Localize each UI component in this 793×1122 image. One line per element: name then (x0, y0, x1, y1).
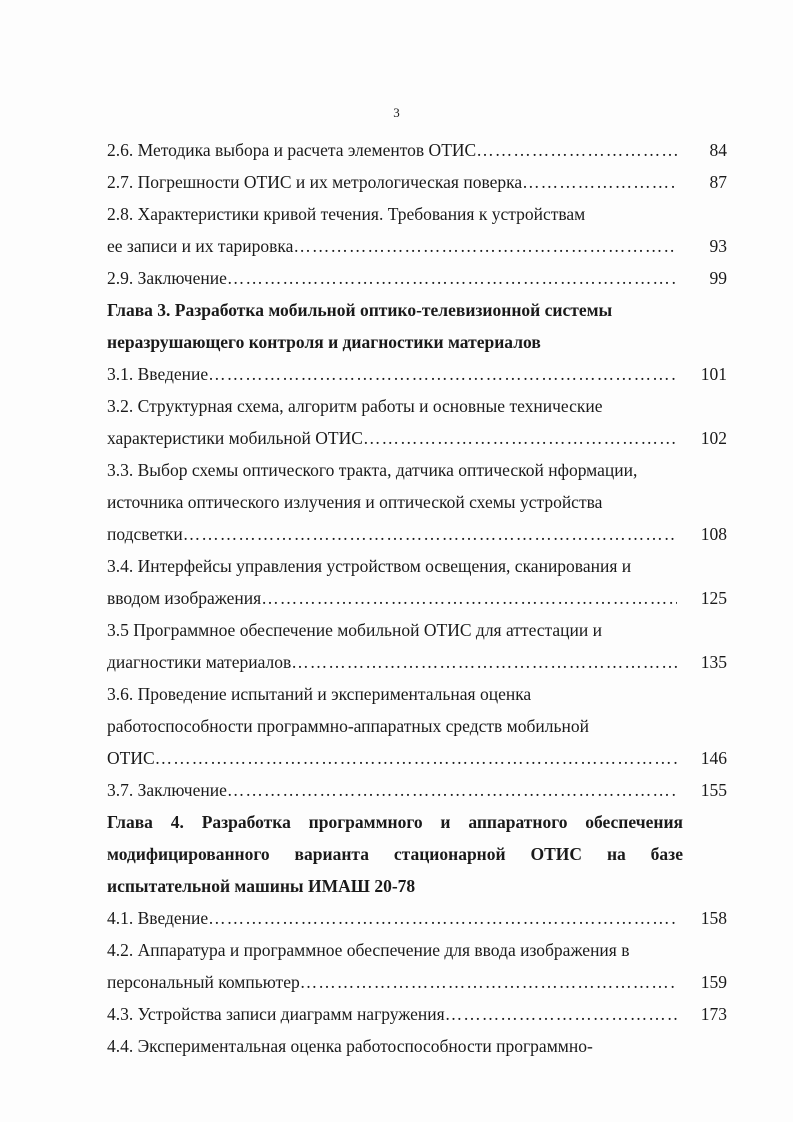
toc-entry-title: ОТИС (107, 748, 155, 768)
toc-entry-title: 3.1. Введение (107, 364, 209, 384)
toc-entry-2-9 (107, 262, 727, 294)
toc-entry-3-4-line-1: 3.4. Интерфейсы управления устройством освещения, сканирования и (107, 556, 632, 576)
toc-entry-title: диагностики материалов (107, 652, 292, 672)
toc-entry-4-2-line-1: 4.2. Аппаратура и программное обеспечение для ввода изображения в (107, 940, 630, 960)
toc-entry-title: характеристики мобильной ОТИС (107, 428, 363, 448)
toc-entry-3-2 (107, 422, 727, 454)
toc-entry-3-6 (107, 742, 727, 774)
toc-entry-title: 2.9. Заключение (107, 268, 227, 288)
leader-dots (476, 134, 677, 166)
chapter-3-heading-line-1: Глава 3. Разработка мобильной оптико-телевизионной системы (107, 300, 613, 320)
leader-dots (445, 998, 677, 1030)
toc-page-number: 108 (700, 524, 727, 544)
chapter-3-heading-line-2: неразрушающего контроля и диагностики материалов (107, 332, 541, 352)
toc-page-number: 102 (700, 428, 727, 448)
toc-entry-title: ее записи и их тарировка (107, 236, 294, 256)
toc-entry-3-1 (107, 358, 727, 390)
leader-dots (183, 518, 677, 550)
toc-entry-2-8-line-1: 2.8. Характеристики кривой течения. Требования к устройствам (107, 204, 586, 224)
chapter-4-heading-line-2: модифицированного варианта стационарной ОТИС на базе (107, 844, 683, 864)
toc-entry-4-3 (107, 998, 727, 1030)
leader-dots (291, 646, 677, 678)
toc-entry-3-2-line-1: 3.2. Структурная схема, алгоритм работы и основные технические (107, 396, 603, 416)
leader-dots (208, 902, 677, 934)
toc-entry-3-4 (107, 582, 727, 614)
toc-entry-3-7 (107, 774, 727, 806)
toc-entry-4-2 (107, 966, 727, 998)
toc-entry-4-4-line-1: 4.4. Экспериментальная оценка работоспособности программно- (107, 1036, 593, 1056)
leader-dots (227, 774, 677, 806)
toc-page-number: 93 (709, 236, 727, 256)
toc-page-number: 158 (700, 908, 727, 928)
toc-page-number: 84 (709, 140, 727, 160)
toc-entry-title: 2.7. Погрешности ОТИС и их метрологическая поверка (107, 172, 523, 192)
toc-entry-title: 4.1. Введение (107, 908, 209, 928)
toc-entry-4-1 (107, 902, 727, 934)
chapter-4-heading-line-1: Глава 4. Разработка программного и аппаратного обеспечения (107, 812, 683, 832)
toc-entry-2-8 (107, 230, 727, 262)
leader-dots (522, 166, 677, 198)
toc-page-number: 173 (700, 1004, 727, 1024)
table-of-contents (107, 134, 727, 1062)
toc-page-number: 146 (700, 748, 727, 768)
page-number: 3 (393, 105, 400, 120)
toc-entry-title: подсветки (107, 524, 183, 544)
toc-page-number: 99 (709, 268, 727, 288)
toc-entry-2-6 (107, 134, 727, 166)
toc-entry-3-5-line-1: 3.5 Программное обеспечение мобильной ОТИС для аттестации и (107, 620, 603, 640)
toc-entry-3-5 (107, 646, 727, 678)
toc-entry-3-3-line-1: 3.3. Выбор схемы оптического тракта, датчика оптической нформации, (107, 460, 638, 480)
leader-dots (300, 966, 677, 998)
toc-entry-title: вводом изображения (107, 588, 262, 608)
leader-dots (363, 422, 677, 454)
toc-entry-3-3-line-2: источника оптического излучения и оптической схемы устройства (107, 492, 603, 512)
toc-entry-2-7 (107, 166, 727, 198)
toc-page-number: 87 (709, 172, 727, 192)
toc-page-number: 101 (700, 364, 727, 384)
toc-entry-title: 2.6. Методика выбора и расчета элементов ОТИС (107, 140, 477, 160)
leader-dots (261, 582, 677, 614)
toc-entry-title: 4.3. Устройства записи диаграмм нагружения (107, 1004, 445, 1024)
toc-page-number: 125 (700, 588, 727, 608)
toc-entry-3-3 (107, 518, 727, 550)
toc-page-number: 135 (700, 652, 727, 672)
leader-dots (208, 358, 677, 390)
toc-page-number: 155 (700, 780, 727, 800)
chapter-4-heading-line-3: испытательной машины ИМАШ 20-78 (107, 876, 416, 896)
toc-entry-3-6-line-2: работоспособности программно-аппаратных средств мобильной (107, 716, 589, 736)
toc-page-number: 159 (700, 972, 727, 992)
leader-dots (155, 742, 677, 774)
leader-dots (293, 230, 677, 262)
toc-entry-title: 3.7. Заключение (107, 780, 227, 800)
toc-entry-3-6-line-1: 3.6. Проведение испытаний и экспериментальная оценка (107, 684, 532, 704)
leader-dots (227, 262, 677, 294)
toc-entry-title: персональный компьютер (107, 972, 300, 992)
